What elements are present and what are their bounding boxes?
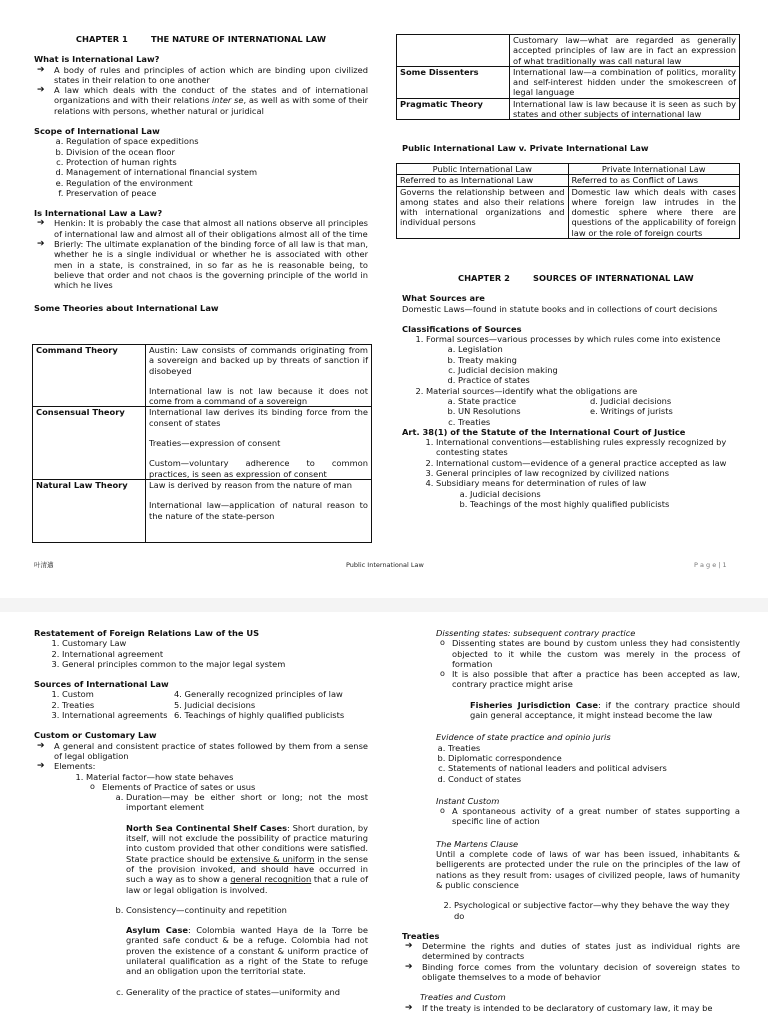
- list-item: 2. International custom—evidence of a general practice accepted as law: [436, 458, 740, 468]
- pub-priv-table: [396, 163, 740, 239]
- material-sources-list: [426, 396, 576, 427]
- list-item: a. State practice: [458, 396, 576, 406]
- table-row: [397, 175, 740, 186]
- theory-desc: Customary law—what are regarded as generally accepted principles of law are in fact an expression of what traditionally was call natural law: [510, 35, 740, 67]
- table-row: [397, 98, 740, 120]
- art38-sublist: [436, 489, 740, 510]
- what-is-heading: What is International Law?: [34, 54, 160, 65]
- theories-table-continued: [396, 34, 740, 120]
- case-name: North Sea Continental Shelf Cases: [126, 822, 288, 833]
- list-item: ➔ Binding force comes from the voluntary decision of sovereign states to obligate themselves to a mode of behavior: [422, 962, 740, 983]
- list-item: 2. International agreement: [62, 649, 368, 659]
- table-row: [33, 479, 372, 542]
- list-item: o It is also possible that after a practice has been accepted as law, contrary practice might arise: [452, 669, 740, 690]
- theory-name: [397, 35, 510, 67]
- scope-heading: Scope of International Law: [34, 126, 160, 137]
- list-item: [126, 905, 368, 987]
- material-factor: Material factor—how state behaves: [86, 771, 234, 782]
- list-item: ➔ A body of rules and principles of action which are binding upon civilized states in their relation to one another: [54, 65, 368, 86]
- list-item: c. Treaties: [458, 417, 576, 427]
- table-row: [397, 186, 740, 238]
- list-item: ➔ Determine the rights and duties of states just as individual rights are determined by contracts: [422, 941, 740, 962]
- case-text: in the sense of the provision invoked, and should have occurred in such a way as to show a: [126, 853, 368, 885]
- theory-desc: [146, 345, 372, 407]
- list-item: 3. International agreements: [62, 710, 174, 720]
- treaties-list: [402, 941, 740, 982]
- list-item: d. Practice of states: [458, 375, 740, 385]
- theory-text: International law derives its binding force from the consent of states: [149, 407, 368, 428]
- case-text: : if the contrary practice should gain general acceptance, it might instead become the law: [470, 699, 740, 721]
- list-item: [436, 478, 740, 509]
- fisheries-case: [436, 700, 740, 721]
- theory-text: Austin: Law consists of commands originating from a sovereign and backed up by threats of sanction if disobeyed: [149, 345, 368, 376]
- art38-heading: Art. 38(1) of the Statute of the International Court of Justice: [402, 426, 686, 437]
- theory-name: Pragmatic Theory: [397, 98, 510, 120]
- treaties-custom-list: [402, 1003, 740, 1013]
- list-item-text: Subsidiary means for determination of rules of law: [436, 478, 647, 489]
- elements-practice-list: [86, 782, 368, 997]
- footer-page-number: P a g e | 1: [694, 561, 727, 569]
- list-item: d. Judicial decisions: [590, 395, 672, 406]
- list-item: a. Judicial decisions: [470, 489, 740, 499]
- list-item: b. Treaty making: [458, 355, 740, 365]
- table-cell: Referred to as International Law: [397, 175, 569, 186]
- art38-list: [402, 437, 740, 509]
- page1-left-column: [34, 34, 368, 313]
- chapter2-title: CHAPTER 2 SOURCES OF INTERNATIONAL LAW: [458, 273, 694, 283]
- case-name: Fisheries Jurisdiction Case: [470, 699, 598, 710]
- list-item: 3. General principles common to the major legal system: [62, 659, 368, 669]
- list-item: a. Legislation: [458, 344, 740, 354]
- duration-text: Duration—may be either short or long; not the most important element: [126, 792, 368, 813]
- list-item: e. Regulation of the environment: [66, 178, 368, 188]
- list-item: [426, 386, 740, 427]
- material-sources: Material sources—identify what the obligations are: [426, 385, 638, 396]
- theories-table: [32, 344, 372, 543]
- is-law-heading: Is International Law a Law?: [34, 208, 163, 219]
- is-law-list: [34, 218, 368, 290]
- theory-name: Consensual Theory: [33, 407, 146, 479]
- list-item: ➔ A general and consistent practice of states followed by them from a sense of legal obligation: [54, 741, 368, 762]
- list-item: 4. Generally recognized principles of law: [174, 689, 343, 700]
- restatement-heading: Restatement of Foreign Relations Law of the US: [34, 628, 260, 638]
- list-item: 2. Psychological or subjective factor—why they behave the way they do: [454, 900, 740, 921]
- theory-text: International law—application of natural reason to the nature of the state-person: [149, 500, 368, 521]
- case-text: that a rule of law or legal obligation is involved.: [126, 874, 368, 895]
- theory-desc: [146, 479, 372, 542]
- treaties-heading: Treaties: [402, 930, 440, 941]
- theory-name: Command Theory: [33, 345, 146, 407]
- table-row: [33, 345, 372, 407]
- what-sources-text: Domestic Laws—found in statute books and in collections of court decisions: [402, 303, 718, 314]
- custom-list: [34, 741, 368, 772]
- list-item: d. Conduct of states: [448, 774, 740, 784]
- list-item: 2. Treaties: [62, 700, 174, 710]
- list-item: a. Treaties: [448, 743, 740, 753]
- table-header-row: [397, 164, 740, 175]
- list-item: c. Statements of national leaders and political advisers: [448, 763, 740, 773]
- consistency-text: Consistency—continuity and repetition: [126, 904, 287, 915]
- column-header: Private International Law: [568, 164, 740, 175]
- table-row: [33, 407, 372, 479]
- list-item: 1. International conventions—establishing rules expressly recognized by contesting states: [436, 437, 740, 458]
- martens-heading: The Martens Clause: [436, 838, 519, 849]
- list-item: c. Protection of human rights: [66, 157, 368, 167]
- theories-heading: Some Theories about International Law: [34, 302, 219, 313]
- classifications-list: [402, 334, 740, 427]
- list-item: e. Writings of jurists: [590, 406, 673, 417]
- theory-desc: International law—a combination of politics, morality and self-interest hidden under the smokescreen of legal language: [510, 66, 740, 98]
- theory-text: International law is not law because it does not come from a command of a sovereign: [149, 385, 368, 407]
- list-item: a. Regulation of space expeditions: [66, 136, 368, 146]
- list-item: o Dissenting states are bound by custom unless they had consistently objected to it while the custom was merely in the process of formation: [452, 638, 740, 669]
- page2-right-column: [402, 628, 740, 1013]
- column-header: Public International Law: [397, 164, 569, 175]
- dissenting-list: [436, 638, 740, 689]
- list-item: b. UN Resolutions: [458, 406, 576, 416]
- list-item: b. Teachings of the most highly qualified publicists: [470, 499, 740, 509]
- evidence-heading: Evidence of state practice and opinio juris: [436, 732, 611, 743]
- classifications-heading: Classifications of Sources: [402, 323, 522, 334]
- list-item: [426, 334, 740, 385]
- list-item: 6. Teachings of highly qualified publicists: [174, 710, 345, 721]
- footer-center: Public International Law: [346, 561, 424, 569]
- page2-left-column: [34, 628, 368, 997]
- list-item: 1. Custom: [62, 689, 174, 699]
- what-sources-heading: What Sources are: [402, 293, 485, 304]
- pub-priv-heading: Public International Law v. Private International Law: [402, 143, 649, 153]
- list-item: [126, 792, 368, 905]
- table-cell: Referred to as Conflict of Laws: [568, 175, 740, 186]
- instant-custom-heading: Instant Custom: [436, 795, 500, 806]
- list-item: f. Preservation of peace: [66, 188, 368, 198]
- elements-of-practice: Elements of Practice of sates or usus: [102, 781, 256, 792]
- list-item: ➔ Henkin: It is probably the case that almost all nations observe all principles of international law and almost all of their obligations almost all of the time: [54, 218, 368, 239]
- instant-custom-list: [436, 806, 740, 827]
- psych-list: [436, 900, 740, 921]
- elements-list: [34, 772, 368, 997]
- theory-text: Law is derived by reason from the nature of man: [149, 479, 353, 490]
- footer-left: 叶清邁: [34, 561, 54, 569]
- list-item: ➔ If the treaty is intended to be declaratory of customary law, it may be: [422, 1003, 740, 1013]
- sources-grid: [34, 689, 368, 720]
- case-text: : Short duration, by itself, will not exclude the possibility of practice maturing into custom provided that other conditions were satisfied. State practice should be: [126, 822, 369, 864]
- list-item: o A spontaneous activity of a great number of states supporting a specific line of action: [452, 806, 740, 827]
- theory-name: Natural Law Theory: [33, 479, 146, 542]
- list-item: b. Division of the ocean floor: [66, 147, 368, 157]
- chapter1-title: CHAPTER 1 THE NATURE OF INTERNATIONAL LAW: [75, 34, 327, 44]
- list-item: c. Judicial decision making: [458, 365, 740, 375]
- theory-desc: [146, 407, 372, 479]
- evidence-list: [436, 743, 740, 784]
- case-name: Asylum Case: [126, 925, 189, 936]
- sources-list: [34, 689, 174, 720]
- treaties-custom-heading: Treaties and Custom: [420, 992, 506, 1003]
- list-item: ➔ Brierly: The ultimate explanation of the binding force of all law is that man, whether he is a single individual or whether he is associated with other men in a state, is constrained, in so far as he is reasonable being, to believe that order and not chaos is the governing principle of the world in which he lives: [54, 239, 368, 290]
- case-emphasis: extensive & uniform: [230, 853, 315, 864]
- north-sea-case: [126, 823, 368, 895]
- list-item: c. Generality of the practice of states—uniformity and: [126, 987, 368, 997]
- practice-elements: [102, 792, 368, 997]
- table-cell: Domestic law which deals with cases where foreign law intrudes in the domestic sphere where there are questions of the applicability of foreign law or the role of foreign courts: [568, 186, 740, 238]
- material-sources-grid: [426, 396, 740, 427]
- list-item: [102, 782, 368, 997]
- case-emphasis: general recognition: [230, 874, 312, 885]
- theory-text: Custom—voluntary adherence to common practices, is seen as expression of consent: [149, 458, 368, 479]
- dissenting-heading: Dissenting states: subsequent contrary practice: [436, 628, 636, 638]
- case-text: : Colombia wanted Haya de la Torre be granted safe conduct & be a refuge. Colombia had not proven the existence of a constant & uniform practice of unilateral qualification as a right of the State to refuge and an obligation upon the territorial state.: [126, 925, 368, 977]
- martens-text: Until a complete code of laws of war has been issued, inhabitants & belligerents are protected under the rule on the principles of the law of nations as they result from: usages of civilized people, laws of humanity & public conscience: [436, 849, 740, 890]
- formal-sources: Formal sources—various processes by which rules come into existence: [426, 334, 721, 345]
- list-item: d. Management of international financial system: [66, 167, 368, 177]
- what-is-list: [34, 65, 368, 116]
- page-separator: [0, 598, 768, 612]
- list-item: [86, 772, 368, 997]
- scope-list: [34, 136, 368, 198]
- theory-text: Treaties—expression of consent: [149, 438, 281, 449]
- formal-sources-list: [426, 344, 740, 385]
- restatement-list: [34, 638, 368, 669]
- asylum-case: [126, 925, 368, 976]
- table-row: [397, 35, 740, 67]
- table-row: [397, 66, 740, 98]
- page1-right-column: [402, 273, 740, 509]
- list-item: 3. General principles of law recognized by civilized nations: [436, 468, 740, 478]
- sources-heading: Sources of International Law: [34, 679, 169, 690]
- list-item: 1. Customary Law: [62, 638, 368, 648]
- table-cell: Governs the relationship between and among states and also their relations with international organizations and individual persons: [397, 186, 569, 238]
- custom-heading: Custom or Customary Law: [34, 730, 157, 741]
- list-item: ➔ A law which deals with the conduct of the states and of international organizations and with their relations inter se, as well as with some of their relations with persons, whether natural or juridical: [54, 85, 368, 116]
- list-item: b. Diplomatic correspondence: [448, 753, 740, 763]
- list-item: 5. Judicial decisions: [174, 699, 256, 710]
- theory-name: Some Dissenters: [397, 66, 510, 98]
- theory-desc: International law is law because it is seen as such by states and other subjects of international law: [510, 98, 740, 120]
- list-item: ➔ Elements:: [54, 761, 368, 771]
